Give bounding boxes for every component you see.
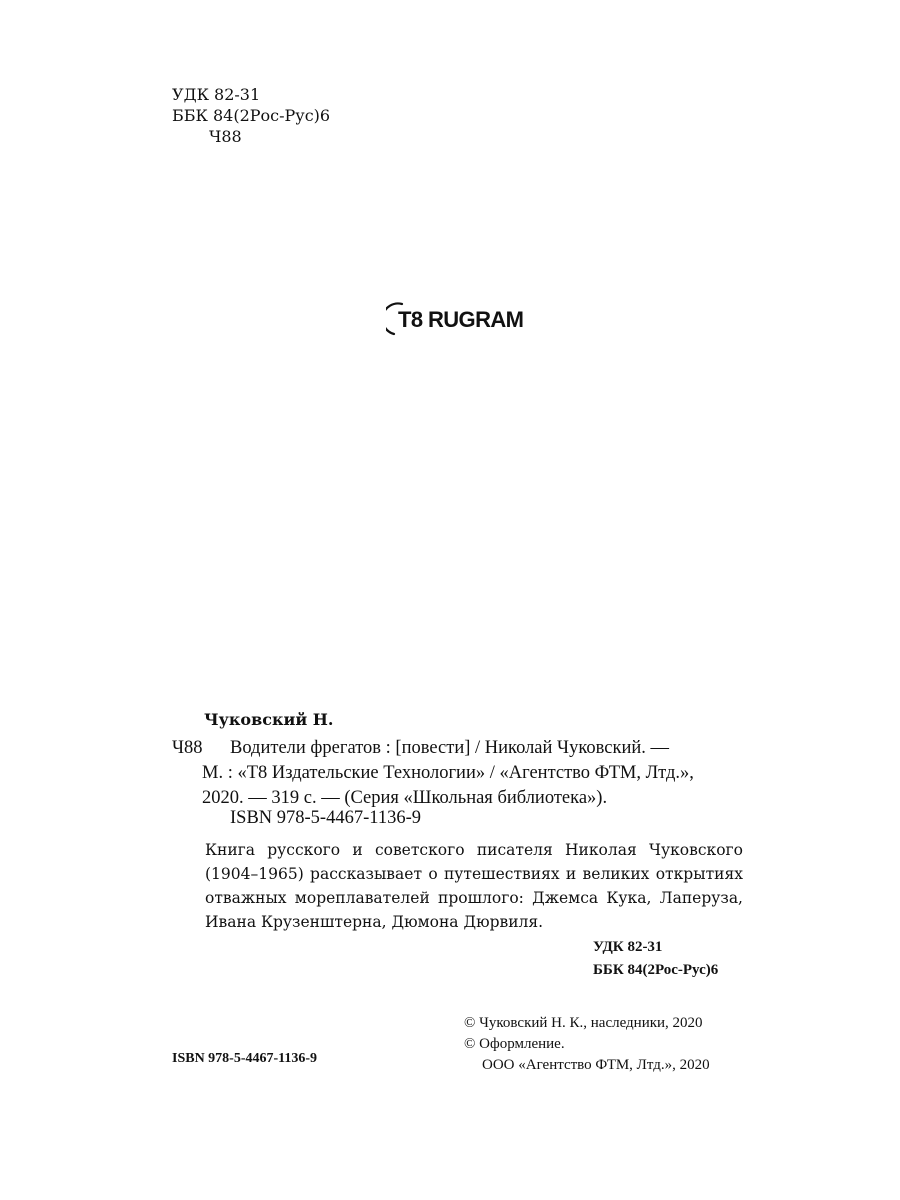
annotation-text: Книга русского и советского писателя Николая Чуковского (1904–1965) рассказывает о путешествиях и великих открытиях отважных мореплавателей прошлого: Джемса Кука, Лаперуза, Ивана Крузенштерна, Дюмона Дюрвиля. (205, 841, 743, 931)
entry-title-line: Водители фрегатов : [повести] / Николай Чуковский. — (230, 738, 669, 758)
entry-publisher-line: М. : «Т8 Издательские Технологии» / «Агентство ФТМ, Лтд.», (202, 763, 694, 783)
copyright-line: © Чуковский Н. К., наследники, 2020 (464, 1015, 703, 1031)
catalog-entry (172, 736, 742, 811)
entry-isbn: ISBN 978-5-4467-1136-9 (230, 808, 421, 828)
book-annotation (205, 838, 743, 934)
copyright-block (464, 1013, 710, 1076)
entry-line (172, 736, 742, 761)
copyright-line: ООО «Агентство ФТМ, Лтд.», 2020 (482, 1057, 710, 1073)
udk-code: УДК 82-31 (593, 939, 663, 955)
top-classification-codes (172, 84, 330, 147)
entry-author: Чуковский Н. (204, 710, 334, 729)
bbk-code: ББК 84(2Рос-Рус)6 (172, 106, 331, 125)
entry-line (172, 761, 742, 786)
bottom-isbn: ISBN 978-5-4467-1136-9 (172, 1051, 318, 1066)
entry-code: Ч88 (172, 738, 203, 758)
udk-code: УДК 82-31 (172, 85, 261, 104)
entry-series-line: 2020. — 319 с. — (Серия «Школьная библиотека»). (202, 788, 608, 808)
author-sign: Ч88 (209, 127, 242, 146)
bottom-classification-codes (593, 936, 718, 982)
bbk-code: ББК 84(2Рос-Рус)6 (593, 962, 719, 978)
copyright-line: © Оформление. (464, 1036, 565, 1052)
publisher-logo-text: T8 RUGRAM (398, 307, 524, 332)
publisher-logo (386, 298, 526, 338)
